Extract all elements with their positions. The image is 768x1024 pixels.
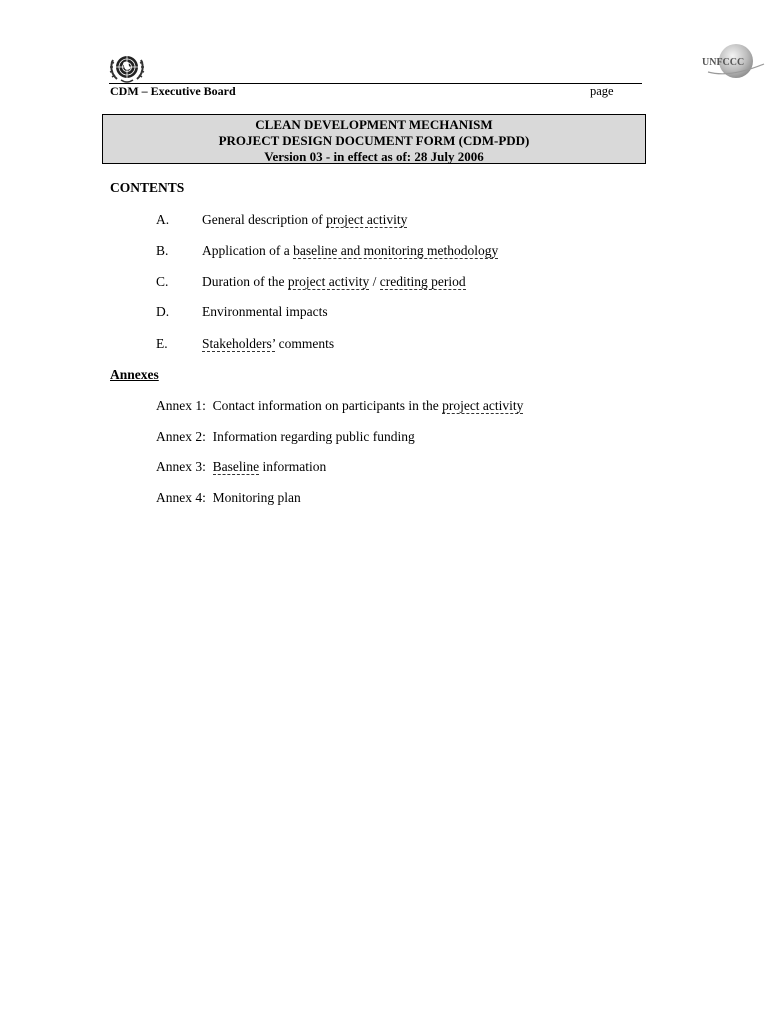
annex-item-3: Annex 3: Baseline information xyxy=(156,459,327,474)
toc-letter: D. xyxy=(156,304,170,319)
title-line-2: PROJECT DESIGN DOCUMENT FORM (CDM-PDD) xyxy=(218,133,530,148)
defined-term: project activity xyxy=(287,274,370,289)
annex-label: Annex 1: xyxy=(156,398,206,413)
defined-term: baseline and monitoring methodology xyxy=(293,243,499,258)
unfccc-logo-text: UNFCCC xyxy=(702,57,745,68)
annex-item-1: Annex 1: Contact information on participants in the project activity xyxy=(156,398,524,413)
annexes-heading: Annexes xyxy=(110,367,159,382)
contents-heading: CONTENTS xyxy=(110,180,185,195)
un-emblem-logo xyxy=(108,50,146,84)
unfccc-logo xyxy=(700,42,766,80)
annex-item-4: Annex 4: Monitoring plan xyxy=(156,490,301,505)
defined-term: Stakeholders’ xyxy=(202,336,276,351)
defined-term: Baseline xyxy=(212,459,260,474)
toc-text: Environmental impacts xyxy=(202,304,328,319)
header-board-label: CDM – Executive Board xyxy=(110,84,236,98)
defined-term: crediting period xyxy=(379,274,466,289)
annex-item-2: Annex 2: Information regarding public funding xyxy=(156,429,415,444)
toc-text: Duration of the project activity / crediting period xyxy=(202,274,466,289)
title-line-1: CLEAN DEVELOPMENT MECHANISM xyxy=(255,117,493,132)
toc-letter: E. xyxy=(156,336,168,351)
header-page-label: page xyxy=(590,84,614,98)
toc-letter: B. xyxy=(156,243,169,258)
toc-letter: C. xyxy=(156,274,169,289)
defined-term: project activity xyxy=(442,398,524,413)
title-line-3: Version 03 - in effect as of: 28 July 2006 xyxy=(264,149,484,164)
title-box xyxy=(102,114,646,164)
toc-text: Stakeholders’ comments xyxy=(202,336,335,351)
annex-label: Annex 4: xyxy=(156,490,206,505)
toc-text: Application of a baseline and monitoring methodology xyxy=(202,243,499,258)
annex-label: Annex 2: xyxy=(156,429,206,444)
toc-text: General description of project activity xyxy=(202,212,408,227)
toc-letter: A. xyxy=(156,212,170,227)
defined-term: project activity xyxy=(326,212,408,227)
annex-label: Annex 3: xyxy=(156,459,206,474)
